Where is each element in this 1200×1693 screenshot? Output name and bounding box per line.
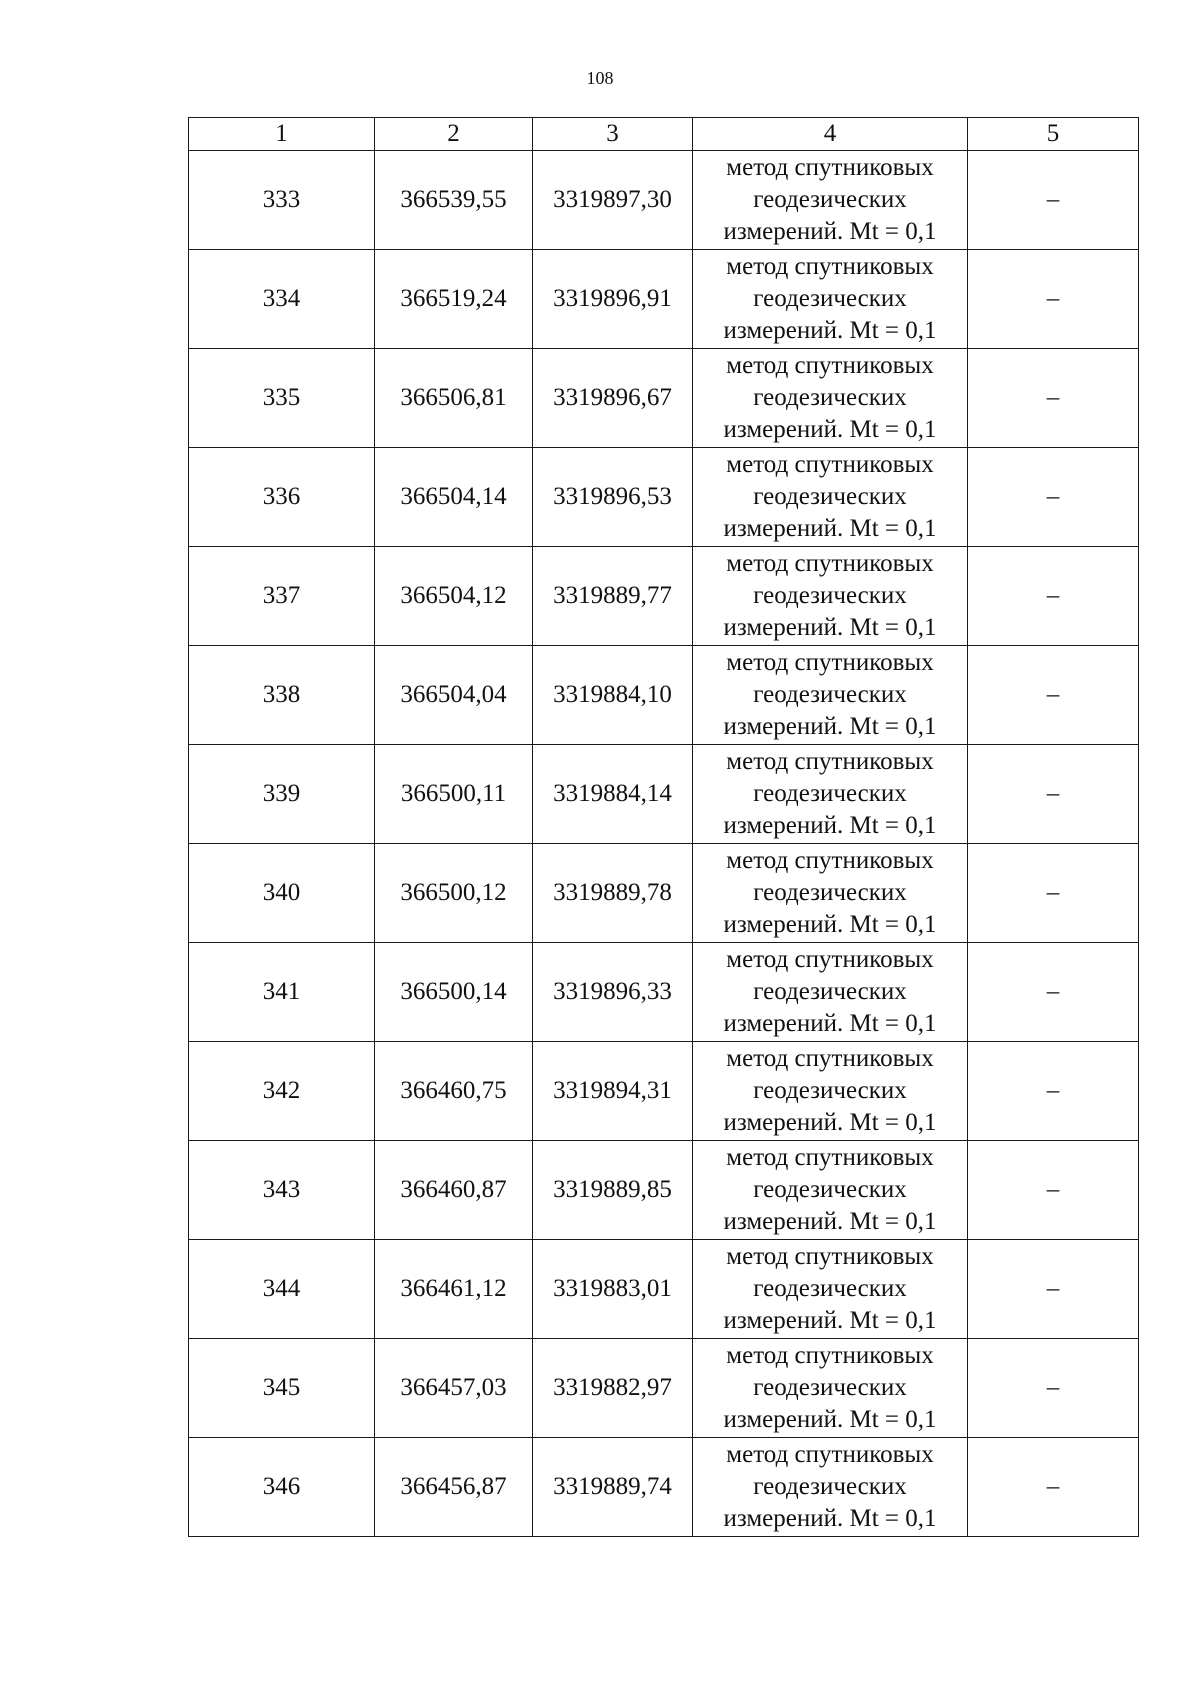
coordinates-table xyxy=(188,117,1139,1537)
method-line: геодезических xyxy=(753,1176,907,1203)
method-cell xyxy=(693,745,968,844)
method-line: метод спутниковых xyxy=(726,1243,934,1270)
y-coordinate-cell: 3319889,74 xyxy=(533,1438,693,1537)
method-line: метод спутниковых xyxy=(726,1342,934,1369)
method-line: метод спутниковых xyxy=(726,748,934,775)
method-line: геодезических xyxy=(753,780,907,807)
method-line: измерений. Mt = 0,1 xyxy=(723,911,937,938)
table-row xyxy=(189,1141,1139,1240)
y-coordinate-cell: 3319883,01 xyxy=(533,1240,693,1339)
point-number-cell: 341 xyxy=(189,943,375,1042)
y-coordinate-cell: 3319889,78 xyxy=(533,844,693,943)
note-cell: – xyxy=(968,250,1139,349)
x-coordinate-cell: 366504,14 xyxy=(375,448,533,547)
x-coordinate-cell: 366460,75 xyxy=(375,1042,533,1141)
table-body xyxy=(189,151,1139,1537)
method-cell xyxy=(693,844,968,943)
method-cell xyxy=(693,1042,968,1141)
y-coordinate-cell: 3319897,30 xyxy=(533,151,693,250)
table-row xyxy=(189,448,1139,547)
point-number-cell: 334 xyxy=(189,250,375,349)
point-number-cell: 344 xyxy=(189,1240,375,1339)
point-number-cell: 339 xyxy=(189,745,375,844)
method-line: метод спутниковых xyxy=(726,1144,934,1171)
method-line: геодезических xyxy=(753,186,907,213)
note-cell: – xyxy=(968,844,1139,943)
method-cell xyxy=(693,646,968,745)
note-cell: – xyxy=(968,448,1139,547)
y-coordinate-cell: 3319896,53 xyxy=(533,448,693,547)
method-line: метод спутниковых xyxy=(726,352,934,379)
table-row xyxy=(189,1339,1139,1438)
y-coordinate-cell: 3319882,97 xyxy=(533,1339,693,1438)
method-line: метод спутниковых xyxy=(726,946,934,973)
y-coordinate-cell: 3319894,31 xyxy=(533,1042,693,1141)
method-line: измерений. Mt = 0,1 xyxy=(723,317,937,344)
method-cell xyxy=(693,151,968,250)
method-line: измерений. Mt = 0,1 xyxy=(723,1505,937,1532)
method-cell xyxy=(693,943,968,1042)
method-line: геодезических xyxy=(753,285,907,312)
table-row xyxy=(189,349,1139,448)
y-coordinate-cell: 3319884,10 xyxy=(533,646,693,745)
point-number-cell: 336 xyxy=(189,448,375,547)
x-coordinate-cell: 366461,12 xyxy=(375,1240,533,1339)
method-line: метод спутниковых xyxy=(726,847,934,874)
point-number-cell: 346 xyxy=(189,1438,375,1537)
y-coordinate-cell: 3319889,85 xyxy=(533,1141,693,1240)
method-line: метод спутниковых xyxy=(726,649,934,676)
table-row xyxy=(189,844,1139,943)
table-row xyxy=(189,151,1139,250)
method-line: геодезических xyxy=(753,483,907,510)
page-number: 108 xyxy=(586,68,614,88)
method-line: измерений. Mt = 0,1 xyxy=(723,1406,937,1433)
column-header-3: 3 xyxy=(533,118,693,151)
method-line: измерений. Mt = 0,1 xyxy=(723,1010,937,1037)
table-row xyxy=(189,943,1139,1042)
note-cell: – xyxy=(968,646,1139,745)
method-cell xyxy=(693,1438,968,1537)
method-line: измерений. Mt = 0,1 xyxy=(723,812,937,839)
note-cell: – xyxy=(968,943,1139,1042)
method-line: измерений. Mt = 0,1 xyxy=(723,1109,937,1136)
x-coordinate-cell: 366457,03 xyxy=(375,1339,533,1438)
method-line: измерений. Mt = 0,1 xyxy=(723,1208,937,1235)
method-cell xyxy=(693,1339,968,1438)
method-line: геодезических xyxy=(753,1374,907,1401)
method-line: метод спутниковых xyxy=(726,451,934,478)
note-cell: – xyxy=(968,1240,1139,1339)
method-line: измерений. Mt = 0,1 xyxy=(723,515,937,542)
method-line: геодезических xyxy=(753,681,907,708)
method-cell xyxy=(693,349,968,448)
x-coordinate-cell: 366500,11 xyxy=(375,745,533,844)
method-line: геодезических xyxy=(753,1275,907,1302)
point-number-cell: 340 xyxy=(189,844,375,943)
method-line: геодезических xyxy=(753,384,907,411)
note-cell: – xyxy=(968,1042,1139,1141)
note-cell: – xyxy=(968,1438,1139,1537)
note-cell: – xyxy=(968,745,1139,844)
method-line: метод спутниковых xyxy=(726,1441,934,1468)
x-coordinate-cell: 366504,04 xyxy=(375,646,533,745)
x-coordinate-cell: 366460,87 xyxy=(375,1141,533,1240)
method-line: измерений. Mt = 0,1 xyxy=(723,218,937,245)
x-coordinate-cell: 366519,24 xyxy=(375,250,533,349)
x-coordinate-cell: 366539,55 xyxy=(375,151,533,250)
method-line: измерений. Mt = 0,1 xyxy=(723,416,937,443)
method-line: геодезических xyxy=(753,978,907,1005)
y-coordinate-cell: 3319896,33 xyxy=(533,943,693,1042)
method-line: геодезических xyxy=(753,879,907,906)
y-coordinate-cell: 3319896,91 xyxy=(533,250,693,349)
column-header-5: 5 xyxy=(968,118,1139,151)
table-row xyxy=(189,646,1139,745)
x-coordinate-cell: 366500,14 xyxy=(375,943,533,1042)
method-line: измерений. Mt = 0,1 xyxy=(723,614,937,641)
note-cell: – xyxy=(968,547,1139,646)
y-coordinate-cell: 3319884,14 xyxy=(533,745,693,844)
table-row xyxy=(189,1042,1139,1141)
table-row xyxy=(189,745,1139,844)
x-coordinate-cell: 366500,12 xyxy=(375,844,533,943)
table-row xyxy=(189,547,1139,646)
method-cell xyxy=(693,250,968,349)
method-line: геодезических xyxy=(753,1077,907,1104)
method-line: метод спутниковых xyxy=(726,253,934,280)
method-line: метод спутниковых xyxy=(726,1045,934,1072)
table-row xyxy=(189,1438,1139,1537)
point-number-cell: 333 xyxy=(189,151,375,250)
point-number-cell: 345 xyxy=(189,1339,375,1438)
point-number-cell: 337 xyxy=(189,547,375,646)
method-line: геодезических xyxy=(753,582,907,609)
method-cell xyxy=(693,448,968,547)
table-header-row xyxy=(189,118,1139,151)
table-row xyxy=(189,1240,1139,1339)
point-number-cell: 343 xyxy=(189,1141,375,1240)
method-line: геодезических xyxy=(753,1473,907,1500)
method-line: метод спутниковых xyxy=(726,550,934,577)
x-coordinate-cell: 366504,12 xyxy=(375,547,533,646)
method-line: метод спутниковых xyxy=(726,154,934,181)
note-cell: – xyxy=(968,1141,1139,1240)
point-number-cell: 335 xyxy=(189,349,375,448)
note-cell: – xyxy=(968,349,1139,448)
method-line: измерений. Mt = 0,1 xyxy=(723,1307,937,1334)
column-header-4: 4 xyxy=(693,118,968,151)
x-coordinate-cell: 366506,81 xyxy=(375,349,533,448)
note-cell: – xyxy=(968,151,1139,250)
point-number-cell: 342 xyxy=(189,1042,375,1141)
y-coordinate-cell: 3319889,77 xyxy=(533,547,693,646)
point-number-cell: 338 xyxy=(189,646,375,745)
column-header-1: 1 xyxy=(189,118,375,151)
column-header-2: 2 xyxy=(375,118,533,151)
method-cell xyxy=(693,547,968,646)
method-line: измерений. Mt = 0,1 xyxy=(723,713,937,740)
x-coordinate-cell: 366456,87 xyxy=(375,1438,533,1537)
y-coordinate-cell: 3319896,67 xyxy=(533,349,693,448)
method-cell xyxy=(693,1141,968,1240)
table-row xyxy=(189,250,1139,349)
method-cell xyxy=(693,1240,968,1339)
note-cell: – xyxy=(968,1339,1139,1438)
